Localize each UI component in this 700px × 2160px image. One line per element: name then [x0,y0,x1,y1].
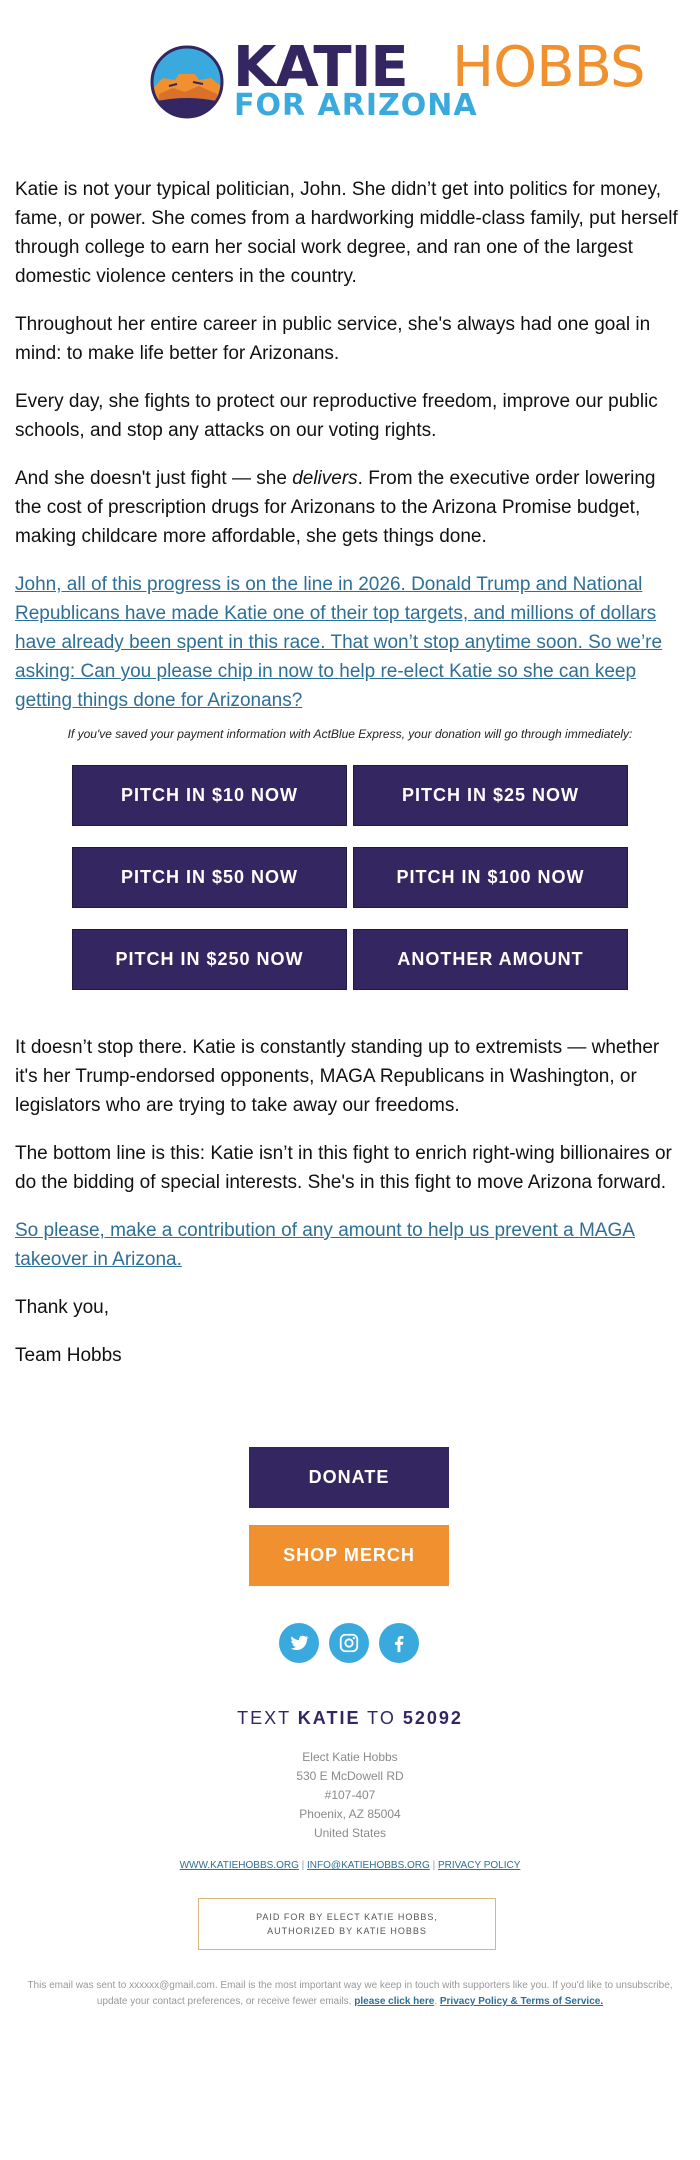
pitch-in-10-button[interactable]: PITCH IN $10 NOW [72,765,347,826]
footer-links [0,1860,700,1871]
email-body-continued [15,1033,685,1389]
paragraph-closing-ask [15,1216,685,1274]
logo-name-light: HOBBS [452,35,645,100]
paragraph-intro: Katie is not your typical politician, John. She didn’t get into politics for money, fame, or power. She comes from a hardworking middle-class family, put herself through college to earn her social work degree, and ran one of the largest domestic violence centers in the country. [15,179,678,287]
arizona-landscape-icon [149,44,225,120]
email-body [15,175,685,734]
link-separator: | [429,1860,438,1871]
delivers-text-before: And she doesn't just fight — she [15,468,293,489]
text-keyword: KATIE [297,1708,361,1728]
website-link[interactable]: WWW.KATIEHOBBS.ORG [179,1860,299,1871]
address-org: Elect Katie Hobbs [302,1750,398,1764]
shop-merch-button[interactable]: SHOP MERCH [249,1525,449,1586]
campaign-logo [149,35,645,126]
address-street: 530 E McDowell RD [296,1769,404,1783]
instagram-icon[interactable] [329,1623,369,1663]
address-city: Phoenix, AZ 85004 [299,1807,401,1821]
paragraph-bottom-line: The bottom line is this: Katie isn’t in this fight to enrich right-wing billionaires or do the bidding of special interests. She's in this fight to move Arizona forward. [15,1143,672,1193]
footer-donate-button[interactable]: DONATE [249,1447,449,1508]
text-middle: TO [360,1708,403,1728]
address-country: United States [313,1826,387,1840]
logo-name-bold: KATIE [233,35,408,100]
paragraph-goal: Throughout her entire career in public service, she's always had one goal in mind: to make life better for Arizonans. [15,314,651,364]
paragraph-delivers [15,464,685,551]
pitch-in-50-button[interactable]: PITCH IN $50 NOW [72,847,347,908]
text-to-join [0,1708,700,1729]
paid-for-disclaimer [198,1898,496,1950]
text-prefix: TEXT [237,1708,298,1728]
address-suite: #107-407 [324,1788,376,1802]
signoff-thanks: Thank you, [15,1297,109,1318]
delivers-text-after: . From the executive order lowering the cost of prescription drugs for Arizonans to the Arizona Promise budget, making childcare more affordable, she gets things done. [15,468,656,547]
fine-print [20,1978,680,2010]
mailing-address [0,1748,700,1843]
terms-link[interactable]: Privacy Policy & Terms of Service. [439,1996,604,2007]
fine-print-separator: . [434,1996,440,2007]
privacy-policy-link[interactable]: PRIVACY POLICY [437,1860,521,1871]
email-link[interactable]: INFO@KATIEHOBBS.ORG [307,1860,430,1871]
link-separator: | [298,1860,308,1871]
paragraph-fights: Every day, she fights to protect our reproductive freedom, improve our public schools, and stop any attacks on our voting rights. [15,391,658,441]
pitch-in-100-button[interactable]: PITCH IN $100 NOW [353,847,628,908]
closing-link[interactable]: So please, make a contribution of any amount to help us prevent a MAGA takeover in Arizona. [15,1220,635,1270]
logo-tagline: FOR ARIZONA [234,88,478,123]
unsubscribe-link[interactable]: please click here [354,1996,435,2007]
text-number: 52092 [402,1708,463,1728]
delivers-emphasis: delivers [292,468,358,489]
actblue-express-note: If you've saved your payment information with ActBlue Express, your donation will go through immediately: [67,727,633,741]
pitch-in-250-button[interactable]: PITCH IN $250 NOW [72,929,347,990]
pitch-in-25-button[interactable]: PITCH IN $25 NOW [353,765,628,826]
fine-print-text: This email was sent to xxxxxx@gmail.com. Email is the most important way we keep in touch with supporters like you. If you'd like to unsubscribe, update your contact preferences, or receive fewer emails, [27,1980,673,2007]
paragraph-extremists: It doesn’t stop there. Katie is constantly standing up to extremists — whether it's her Trump-endorsed opponents, MAGA Republicans in Washington, or legislators who are trying to take away our freedoms. [15,1037,660,1116]
paragraph-ask [15,570,685,715]
ask-link[interactable]: John, all of this progress is on the line in 2026. Donald Trump and National Republicans have made Katie one of their top targets, and millions of dollars have already been spent in this race. That won’t stop anytime soon. So we’re asking: Can you please chip in now to help re-elect Katie so she can keep getting things done for Arizonans? [15,574,663,711]
another-amount-button[interactable]: ANOTHER AMOUNT [353,929,628,990]
facebook-icon[interactable] [379,1623,419,1663]
paid-for-line: PAID FOR BY ELECT KATIE HOBBS, [256,1912,438,1922]
twitter-icon[interactable] [279,1623,319,1663]
signoff-team: Team Hobbs [15,1345,122,1366]
authorized-by-line: AUTHORIZED BY KATIE HOBBS [267,1926,427,1936]
